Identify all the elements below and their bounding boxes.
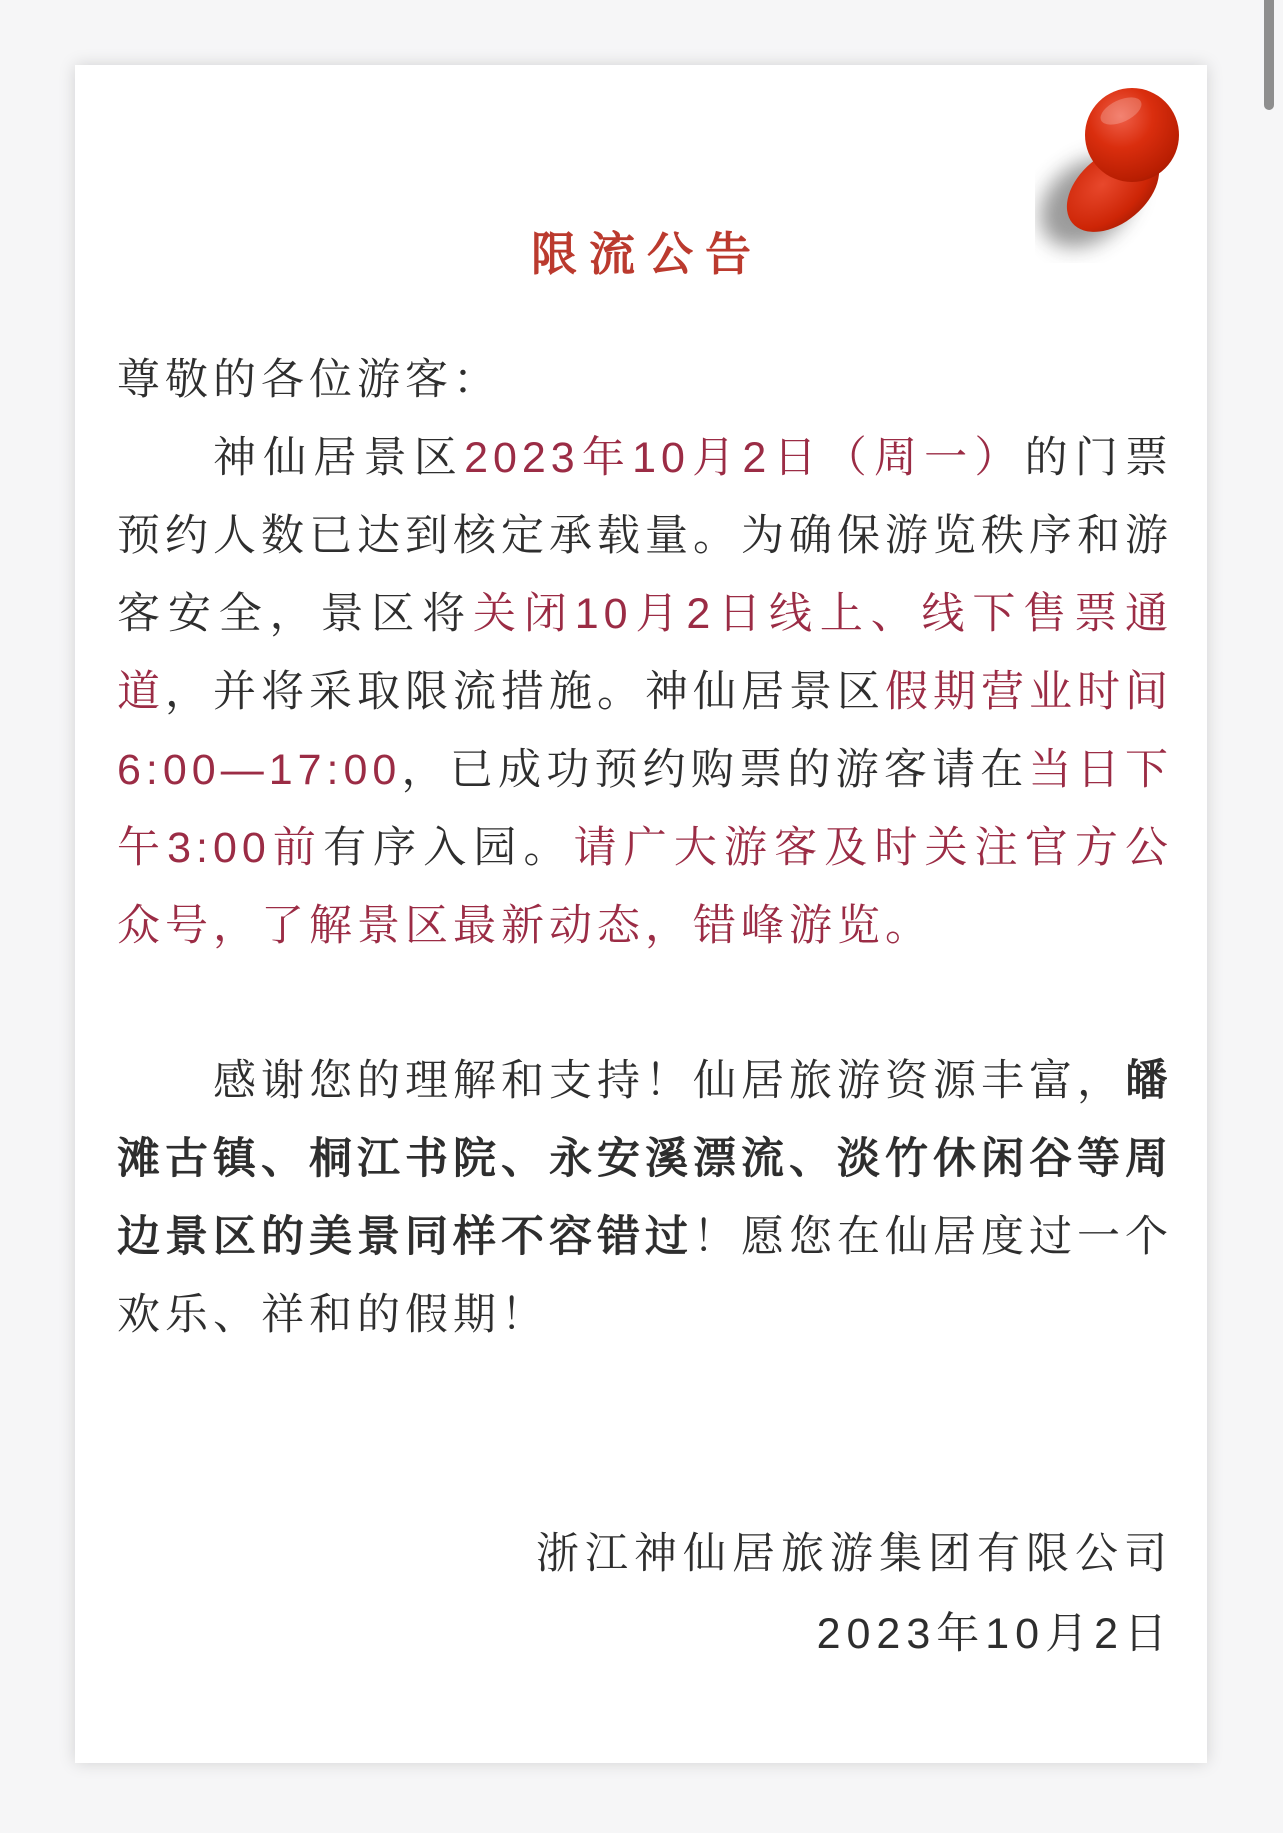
notice-card: [75, 65, 1207, 1763]
text-segment-black: 感谢您的理解和支持！仙居旅游资源丰富，: [213, 1057, 1125, 1105]
signature-date: 2023年10月2日: [816, 1610, 1173, 1658]
notice-title: 限流公告: [531, 228, 763, 280]
notice-body: [117, 341, 1173, 1354]
scrollbar-thumb[interactable]: [1264, 0, 1274, 110]
text-segment-black: ，并将采取限流措施。神仙居景区: [165, 668, 885, 716]
text-segment-black: 神仙居景区: [213, 434, 465, 482]
notice-paragraph: [117, 419, 1173, 965]
notice-paragraphs: [117, 419, 1173, 1354]
signature-block: [117, 1514, 1173, 1674]
text-segment-red: 请广大游客及时关注官方公众号，了解景区最新动态，错峰游览。: [117, 824, 1174, 950]
text-segment-red: 假期营业时间6:00—17:00: [117, 668, 1173, 794]
salutation: 尊敬的各位游客：: [117, 356, 501, 404]
text-segment-black: 的门票预约人数已达到核定承载量。为确保游览秩序和游客安全，景区将: [117, 434, 1174, 638]
text-segment-black: ！愿您在仙居度过一个欢乐、祥和的假期！: [117, 1213, 1173, 1339]
text-segment-bold: 皤滩古镇、桐江书院、永安溪漂流、淡竹休闲谷等周边景区的美景同样不容错过: [117, 1057, 1173, 1261]
notice-paragraph: [117, 1042, 1173, 1354]
text-segment-black: ，已成功预约购票的游客请在: [401, 746, 1029, 794]
text-segment-red: 关闭10月2日线上、线下售票通道: [117, 590, 1174, 716]
text-segment-red: 2023年10月2日（周一）: [464, 434, 1025, 482]
signature-company: 浙江神仙居旅游集团有限公司: [536, 1530, 1173, 1578]
text-segment-red: 当日下午3:00前: [117, 746, 1174, 872]
red-pushpin-icon: [1035, 73, 1195, 263]
text-segment-black: 有序入园。: [323, 824, 574, 872]
